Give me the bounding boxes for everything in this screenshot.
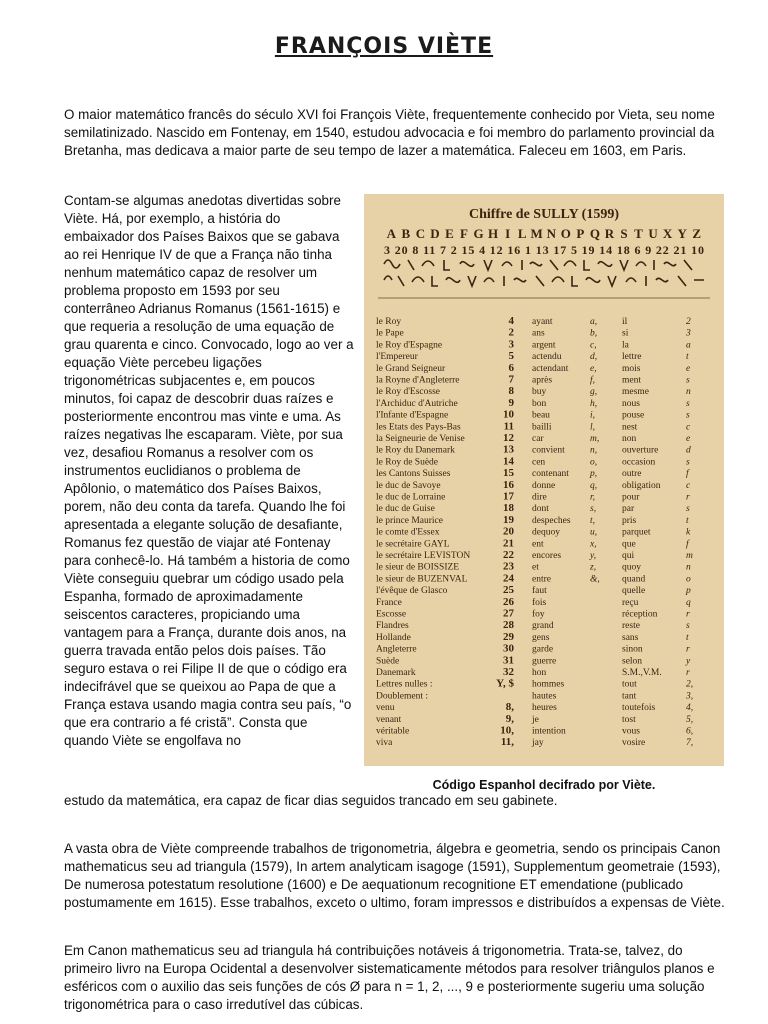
cipher-cell: n <box>686 562 691 573</box>
cipher-cell: véritable <box>376 726 410 737</box>
cipher-cell: Escosse <box>376 609 407 620</box>
cipher-cell: 8, <box>505 701 514 714</box>
cipher-cell: 9, <box>505 712 514 725</box>
cipher-letter: H <box>488 226 499 241</box>
cipher-cell: k <box>686 527 691 538</box>
cipher-cell: o, <box>590 457 598 468</box>
cipher-cell: reste <box>622 621 640 632</box>
cipher-cell: Suède <box>376 656 400 667</box>
cipher-cell: 7, <box>686 738 694 749</box>
cipher-cell: occasion <box>622 457 656 468</box>
cipher-cell: mesme <box>622 387 649 398</box>
cipher-cell: r <box>686 644 690 655</box>
cipher-cell: 19 <box>503 513 514 526</box>
cipher-cell: la Seigneurie de Venise <box>376 434 465 444</box>
cipher-cell: la Royne d'Angleterre <box>376 375 460 386</box>
cipher-cell: nous <box>622 398 640 409</box>
cipher-cell: le sieur de BOISSIZE <box>376 562 460 573</box>
cipher-letter: B <box>401 226 411 241</box>
cipher-letter: E <box>445 226 454 241</box>
cipher-cell: 29 <box>503 630 514 643</box>
cipher-cell: heures <box>532 703 557 714</box>
cipher-cell: l, <box>590 422 596 433</box>
cipher-cell: 32 <box>503 666 514 678</box>
cipher-table <box>364 194 724 766</box>
cipher-cell: S.M.,V.M. <box>622 668 662 678</box>
cipher-cell: a, <box>590 317 598 327</box>
cipher-cell: pris <box>622 515 637 526</box>
cipher-cell: buy <box>532 387 547 398</box>
cipher-alphabet <box>387 226 702 241</box>
cipher-cell: hon <box>532 668 547 678</box>
cipher-cell: t, <box>590 515 596 526</box>
cipher-cell: que <box>622 539 636 550</box>
cipher-cell: z, <box>590 562 597 573</box>
cipher-cell: vous <box>622 726 640 737</box>
cipher-cell: 10 <box>503 408 514 421</box>
cipher-alphabet-codes: 3 20 8 11 7 2 15 4 12 16 1 13 17 5 19 14 18 6 9 22 21 10 <box>384 243 704 257</box>
cipher-cell: non <box>622 434 637 444</box>
cipher-cell: réception <box>622 609 658 620</box>
cipher-cell: t <box>686 632 689 643</box>
cipher-cell: 2 <box>508 326 514 339</box>
cipher-cell: venant <box>376 714 402 725</box>
cipher-cell: le comte d'Essex <box>376 527 440 538</box>
cipher-cell: France <box>376 597 402 608</box>
cipher-cell: 11, <box>500 736 514 749</box>
cipher-cell: parquet <box>622 527 651 538</box>
cipher-letter: P <box>576 226 585 241</box>
cipher-cell: 26 <box>503 595 514 608</box>
cipher-cell: le duc de Guise <box>376 504 435 515</box>
cipher-cell: 2 <box>686 317 691 327</box>
cipher-cell: par <box>622 504 635 515</box>
cipher-cell: a <box>686 340 691 351</box>
cipher-cell: contenant <box>532 469 569 480</box>
cipher-cell: viva <box>376 738 393 749</box>
cipher-cell: p <box>686 586 691 597</box>
cipher-cell: tout <box>622 679 637 690</box>
cipher-cell: e <box>686 434 691 444</box>
trigonometry-paragraph: Em Canon mathematicus seu ad triangula há contribuições notáveis á trigonometria. Trata-se, talvez, do primeiro livro na Europa Ocidental a desenvolver sistematicamente métodos para resolver triângulos planos e esféricos com o auxilio das seis funções de cós Ø para n = 1, 2, ..., 9 e posteriormente sugeriu uma solução trigonométrica para o caso irredutível das cúbicas. <box>64 943 715 1012</box>
cipher-cell: hautes <box>532 691 557 702</box>
cipher-cell: 28 <box>503 619 514 632</box>
cipher-cell: o <box>686 574 691 585</box>
cipher-cell: le duc de Lorraine <box>376 492 446 503</box>
cipher-cell: hommes <box>532 679 565 690</box>
cipher-cell: n <box>686 387 691 398</box>
cipher-cell: f <box>686 469 689 480</box>
cipher-cell: dire <box>532 492 547 503</box>
cipher-letter: R <box>604 226 615 241</box>
cipher-cell: sinon <box>622 644 643 655</box>
cipher-cell: Angleterre <box>376 644 417 655</box>
cipher-cell: 6, <box>686 726 694 737</box>
cipher-cell: dequoy <box>532 527 560 538</box>
cipher-cell: gens <box>532 632 550 643</box>
cipher-cell: beau <box>532 410 550 421</box>
cipher-cell: s <box>686 375 690 386</box>
cipher-cell: 9 <box>508 396 514 409</box>
cipher-cell: m <box>686 551 693 561</box>
cipher-figure <box>364 194 724 800</box>
cipher-cell: selon <box>622 656 643 667</box>
cipher-cell: le sieur de BUZENVAL <box>376 574 468 585</box>
cipher-cell: venu <box>376 703 395 714</box>
cipher-cell: 24 <box>503 572 514 585</box>
cipher-cell: Doublement : <box>376 691 428 702</box>
cipher-cell: mois <box>622 363 641 374</box>
cipher-letter: F <box>460 226 468 241</box>
cipher-cell: pouse <box>622 410 645 421</box>
cipher-cell: Y, $ <box>496 677 514 690</box>
cipher-cell: s <box>686 398 690 409</box>
cipher-title: Chiffre de SULLY (1599) <box>469 207 619 222</box>
cipher-cell: 18 <box>503 502 514 515</box>
cipher-cell: despeches <box>532 515 571 526</box>
cipher-cell: ouverture <box>622 445 659 456</box>
cipher-cell: u, <box>590 527 598 538</box>
cipher-cell: et <box>532 562 539 573</box>
cipher-cell: l'évêque de Glasco <box>376 586 448 597</box>
cipher-letter: T <box>634 226 643 241</box>
cipher-cell: b, <box>590 328 598 339</box>
cipher-cell: 3, <box>686 691 694 702</box>
cipher-cell: e, <box>590 363 597 374</box>
cipher-cell: le prince Maurice <box>376 515 443 526</box>
cipher-cell: 30 <box>503 642 514 655</box>
cipher-cell: Danemark <box>376 668 416 678</box>
cipher-letter: D <box>430 226 440 241</box>
anecdote-paragraph-tail: estudo da matemática, era capaz de ficar dias seguidos trancado em seu gabinete. <box>64 793 558 808</box>
cipher-cell: 4 <box>508 315 514 327</box>
page-title: FRANÇOIS VIÈTE <box>274 34 494 59</box>
cipher-image <box>364 194 724 766</box>
cipher-cell: 16 <box>503 478 514 491</box>
cipher-cell: quelle <box>622 586 646 597</box>
cipher-cell: le Roy du Danemark <box>376 445 455 456</box>
cipher-cell: le Grand Seigneur <box>376 363 446 374</box>
cipher-cell: Flandres <box>376 621 409 632</box>
cipher-cell: actendu <box>532 352 562 363</box>
cipher-cell: reçu <box>622 597 639 608</box>
cipher-cell: bon <box>532 398 547 409</box>
cipher-cell: quand <box>622 574 646 585</box>
cipher-cell: actendant <box>532 363 569 374</box>
cipher-letter: M <box>530 226 543 241</box>
cipher-letter: Y <box>677 226 687 241</box>
cipher-cell: d, <box>590 352 598 363</box>
cipher-cell: intention <box>532 726 566 737</box>
cipher-cell: la <box>622 340 629 351</box>
cipher-cell: t <box>686 352 689 363</box>
cipher-letter: S <box>620 226 628 241</box>
cipher-cell: s, <box>590 504 597 515</box>
cipher-cell: 3 <box>686 328 691 339</box>
cipher-cell: s <box>686 621 690 632</box>
cipher-letter: N <box>546 226 556 241</box>
cipher-cell: g, <box>590 387 598 398</box>
cipher-cell: 22 <box>503 549 514 561</box>
cipher-cell: le secrétaire GAYL <box>376 539 450 550</box>
cipher-cell: 11 <box>503 420 514 433</box>
cipher-cell: x, <box>590 539 597 550</box>
cipher-cell: il <box>622 317 628 327</box>
cipher-cell: ans <box>532 328 545 339</box>
cipher-cell: tant <box>622 691 637 702</box>
cipher-letter: U <box>648 226 658 241</box>
cipher-cell: obligation <box>622 480 661 491</box>
cipher-symbol-rows <box>384 260 704 286</box>
cipher-cell: r, <box>590 492 596 503</box>
cipher-cell: c <box>686 422 691 433</box>
cipher-cell: les Cantons Suisses <box>376 469 451 480</box>
cipher-cell: jay <box>532 738 544 749</box>
cipher-letter: I <box>505 226 511 241</box>
cipher-cell: le secrétaire LEVISTON <box>376 551 471 561</box>
figure-caption: Código Espanhol decifrado por Viète. <box>432 778 656 792</box>
cipher-cell: t <box>686 515 689 526</box>
cipher-letter: G <box>473 226 484 241</box>
cipher-cell: f, <box>590 375 596 386</box>
cipher-cell: pour <box>622 492 640 503</box>
cipher-cell: garde <box>532 644 554 655</box>
cipher-cell: l'Infante d'Espagne <box>376 410 449 421</box>
cipher-cell: s <box>686 504 690 515</box>
cipher-letter: X <box>662 226 673 241</box>
cipher-cell: bailli <box>532 422 552 433</box>
cipher-cell: entre <box>532 574 551 585</box>
cipher-cell: q <box>686 597 691 608</box>
cipher-cell: l'Archiduc d'Autriche <box>376 398 458 409</box>
cipher-cell: 23 <box>503 560 514 573</box>
cipher-rows <box>376 298 710 748</box>
cipher-cell: Hollande <box>376 632 411 643</box>
cipher-cell: car <box>532 434 544 444</box>
cipher-cell: foy <box>532 609 545 620</box>
cipher-cell: r <box>686 492 690 503</box>
cipher-cell: r <box>686 609 690 620</box>
cipher-cell: le Roy d'Escosse <box>376 387 440 398</box>
cipher-cell: 6 <box>508 361 514 374</box>
cipher-letter: A <box>386 226 396 241</box>
cipher-cell: Lettres nulles : <box>376 679 433 690</box>
cipher-cell: 20 <box>503 525 514 538</box>
cipher-cell: convient <box>532 445 565 456</box>
cipher-cell: outre <box>622 469 642 480</box>
cipher-cell: les Etats des Pays-Bas <box>376 422 461 433</box>
cipher-cell: 5, <box>686 714 694 725</box>
cipher-cell: je <box>532 714 539 725</box>
cipher-cell: 31 <box>503 654 514 667</box>
intro-paragraph: O maior matemático francês do século XVI foi François Viète, frequentemente conhecido por Vieta, seu nome semilatinizado. Nascido em Fontenay, em 1540, estudou advocacia e foi membro do parlamento provincial da Bretanha, mas dedicava a maior parte de seu tempo de lazer a matemática. Faleceu em 1603, em Paris. <box>64 107 715 158</box>
cipher-cell: ment <box>622 375 641 386</box>
cipher-cell: tost <box>622 714 636 725</box>
works-paragraph: A vasta obra de Viète compreende trabalhos de trigonometria, álgebra e geometria, sendo os principais Canon mathematicus seu ad triangula (1579), In artem analyticam isagoge (1591), Supplementum geometraie (1593), De numerosa potestatum resolutione (1600) e De aequationum recognitione ET emendatione (publicado postumamente em 1615). Esse trabalhos, exceto o ultimo, foram impressos e distribuídos a expensas de Viète. <box>64 841 725 910</box>
cipher-cell: nest <box>622 422 638 433</box>
cipher-cell: 10, <box>500 724 514 737</box>
cipher-cell: 17 <box>503 490 514 503</box>
cipher-cell: y, <box>590 551 597 561</box>
cipher-cell: 4, <box>686 703 694 714</box>
cipher-cell: s <box>686 457 690 468</box>
cipher-cell: faut <box>532 586 547 597</box>
cipher-cell: le Roy d'Espagne <box>376 340 443 351</box>
cipher-cell: 25 <box>503 584 514 597</box>
cipher-cell: si <box>622 328 629 339</box>
cipher-cell: quoy <box>622 562 641 573</box>
cipher-cell: c, <box>590 340 597 351</box>
cipher-cell: 13 <box>503 443 514 456</box>
cipher-cell: qui <box>622 551 635 561</box>
cipher-cell: y <box>686 656 691 667</box>
cipher-letter: Q <box>589 226 600 241</box>
cipher-cell: 21 <box>503 537 514 550</box>
cipher-letter: L <box>517 226 527 241</box>
cipher-cell: après <box>532 375 553 386</box>
cipher-cell: m, <box>590 434 600 444</box>
cipher-letter: O <box>560 226 571 241</box>
cipher-cell: 2, <box>686 679 694 690</box>
cipher-cell: 7 <box>508 373 514 386</box>
cipher-cell: le duc de Savoye <box>376 480 441 491</box>
cipher-cell: e <box>686 363 691 374</box>
cipher-cell: lettre <box>622 352 642 363</box>
cipher-cell: guerre <box>532 656 557 667</box>
cipher-cell: f <box>686 539 689 550</box>
cipher-cell: &, <box>590 574 600 585</box>
cipher-cell: sans <box>622 632 639 643</box>
cipher-cell: 27 <box>503 607 514 620</box>
cipher-cell: 5 <box>508 350 514 363</box>
cipher-cell: le Roy <box>376 317 402 327</box>
cipher-cell: 15 <box>503 467 514 480</box>
cipher-letter: C <box>415 226 426 241</box>
cipher-cell: vosire <box>622 738 646 749</box>
cipher-cell: d <box>686 445 691 456</box>
cipher-cell: 12 <box>503 432 514 444</box>
cipher-cell: encores <box>532 551 562 561</box>
cipher-letter: Z <box>692 226 702 241</box>
cipher-cell: donne <box>532 480 556 491</box>
cipher-cell: grand <box>532 621 554 632</box>
cipher-cell: 3 <box>508 338 514 351</box>
cipher-cell: h, <box>590 398 598 409</box>
cipher-cell: toutefois <box>622 703 656 714</box>
cipher-cell: ent <box>532 539 544 550</box>
cipher-cell: r <box>686 668 690 678</box>
cipher-cell: le Pape <box>376 328 404 339</box>
cipher-cell: p, <box>590 469 598 480</box>
cipher-cell: n, <box>590 445 598 456</box>
cipher-cell: c <box>686 480 691 491</box>
cipher-cell: 14 <box>503 455 514 468</box>
cipher-cell: q, <box>590 480 598 491</box>
cipher-cell: cen <box>532 457 546 468</box>
cipher-cell: le Roy de Suède <box>376 457 439 468</box>
cipher-cell: s <box>686 410 690 421</box>
cipher-cell: ayant <box>532 317 553 327</box>
cipher-cell: dont <box>532 504 549 515</box>
cipher-cell: argent <box>532 340 556 351</box>
cipher-cell: l'Empereur <box>376 352 418 363</box>
anecdote-paragraph: Contam-se algumas anedotas divertidas sobre Viète. Há, por exemplo, a história do embaixador dos Países Baixos que se gabava ao rei Henrique IV de que a França não tinha nenhum matemático capaz de resolver um problema proposto em 1593 por seu conterrâneo Adrianus Romanus (1561-1615) e que requeria a resolução de uma equação de grau quarenta e cinco. Convocado, logo ao ver a equação Viète percebeu ligações trigonométricas subjacentes e, em poucos minutos, foi capaz de descobrir duas raízes e posteriormente encontrou mas vinte e uma. As raízes negativas lhe escaparam. Viète, por sua vez, desafiou Romanus a resolver com os instrumentos euclidianos o problema de Apôlonio, o matemático dos Países Baixos, porem, não deu conta da tarefa. Quando lhe foi apresentada a elegante solução de desafiante, Romanus fez questão de viajar até Fontenay para conhecê-lo. Há também a historia de como Viète conseguiu quebrar um código usado pela Espanha, formado de aproximadamente seiscentos caracteres, propiciando uma vantagem para a França, durante dois anos, na guerra travada então pelos dois países. Tão seguro estava o rei Filipe II de que o código era indecifrável que se queixou ao Papa de que a França estava usando magia contra seu país, “o que era contrario a fé cristã”. Consta que quando Viète se engolfava no <box>64 193 354 748</box>
cipher-cell: fois <box>532 597 547 608</box>
cipher-cell: i, <box>590 410 596 421</box>
cipher-cell: 8 <box>508 385 514 398</box>
